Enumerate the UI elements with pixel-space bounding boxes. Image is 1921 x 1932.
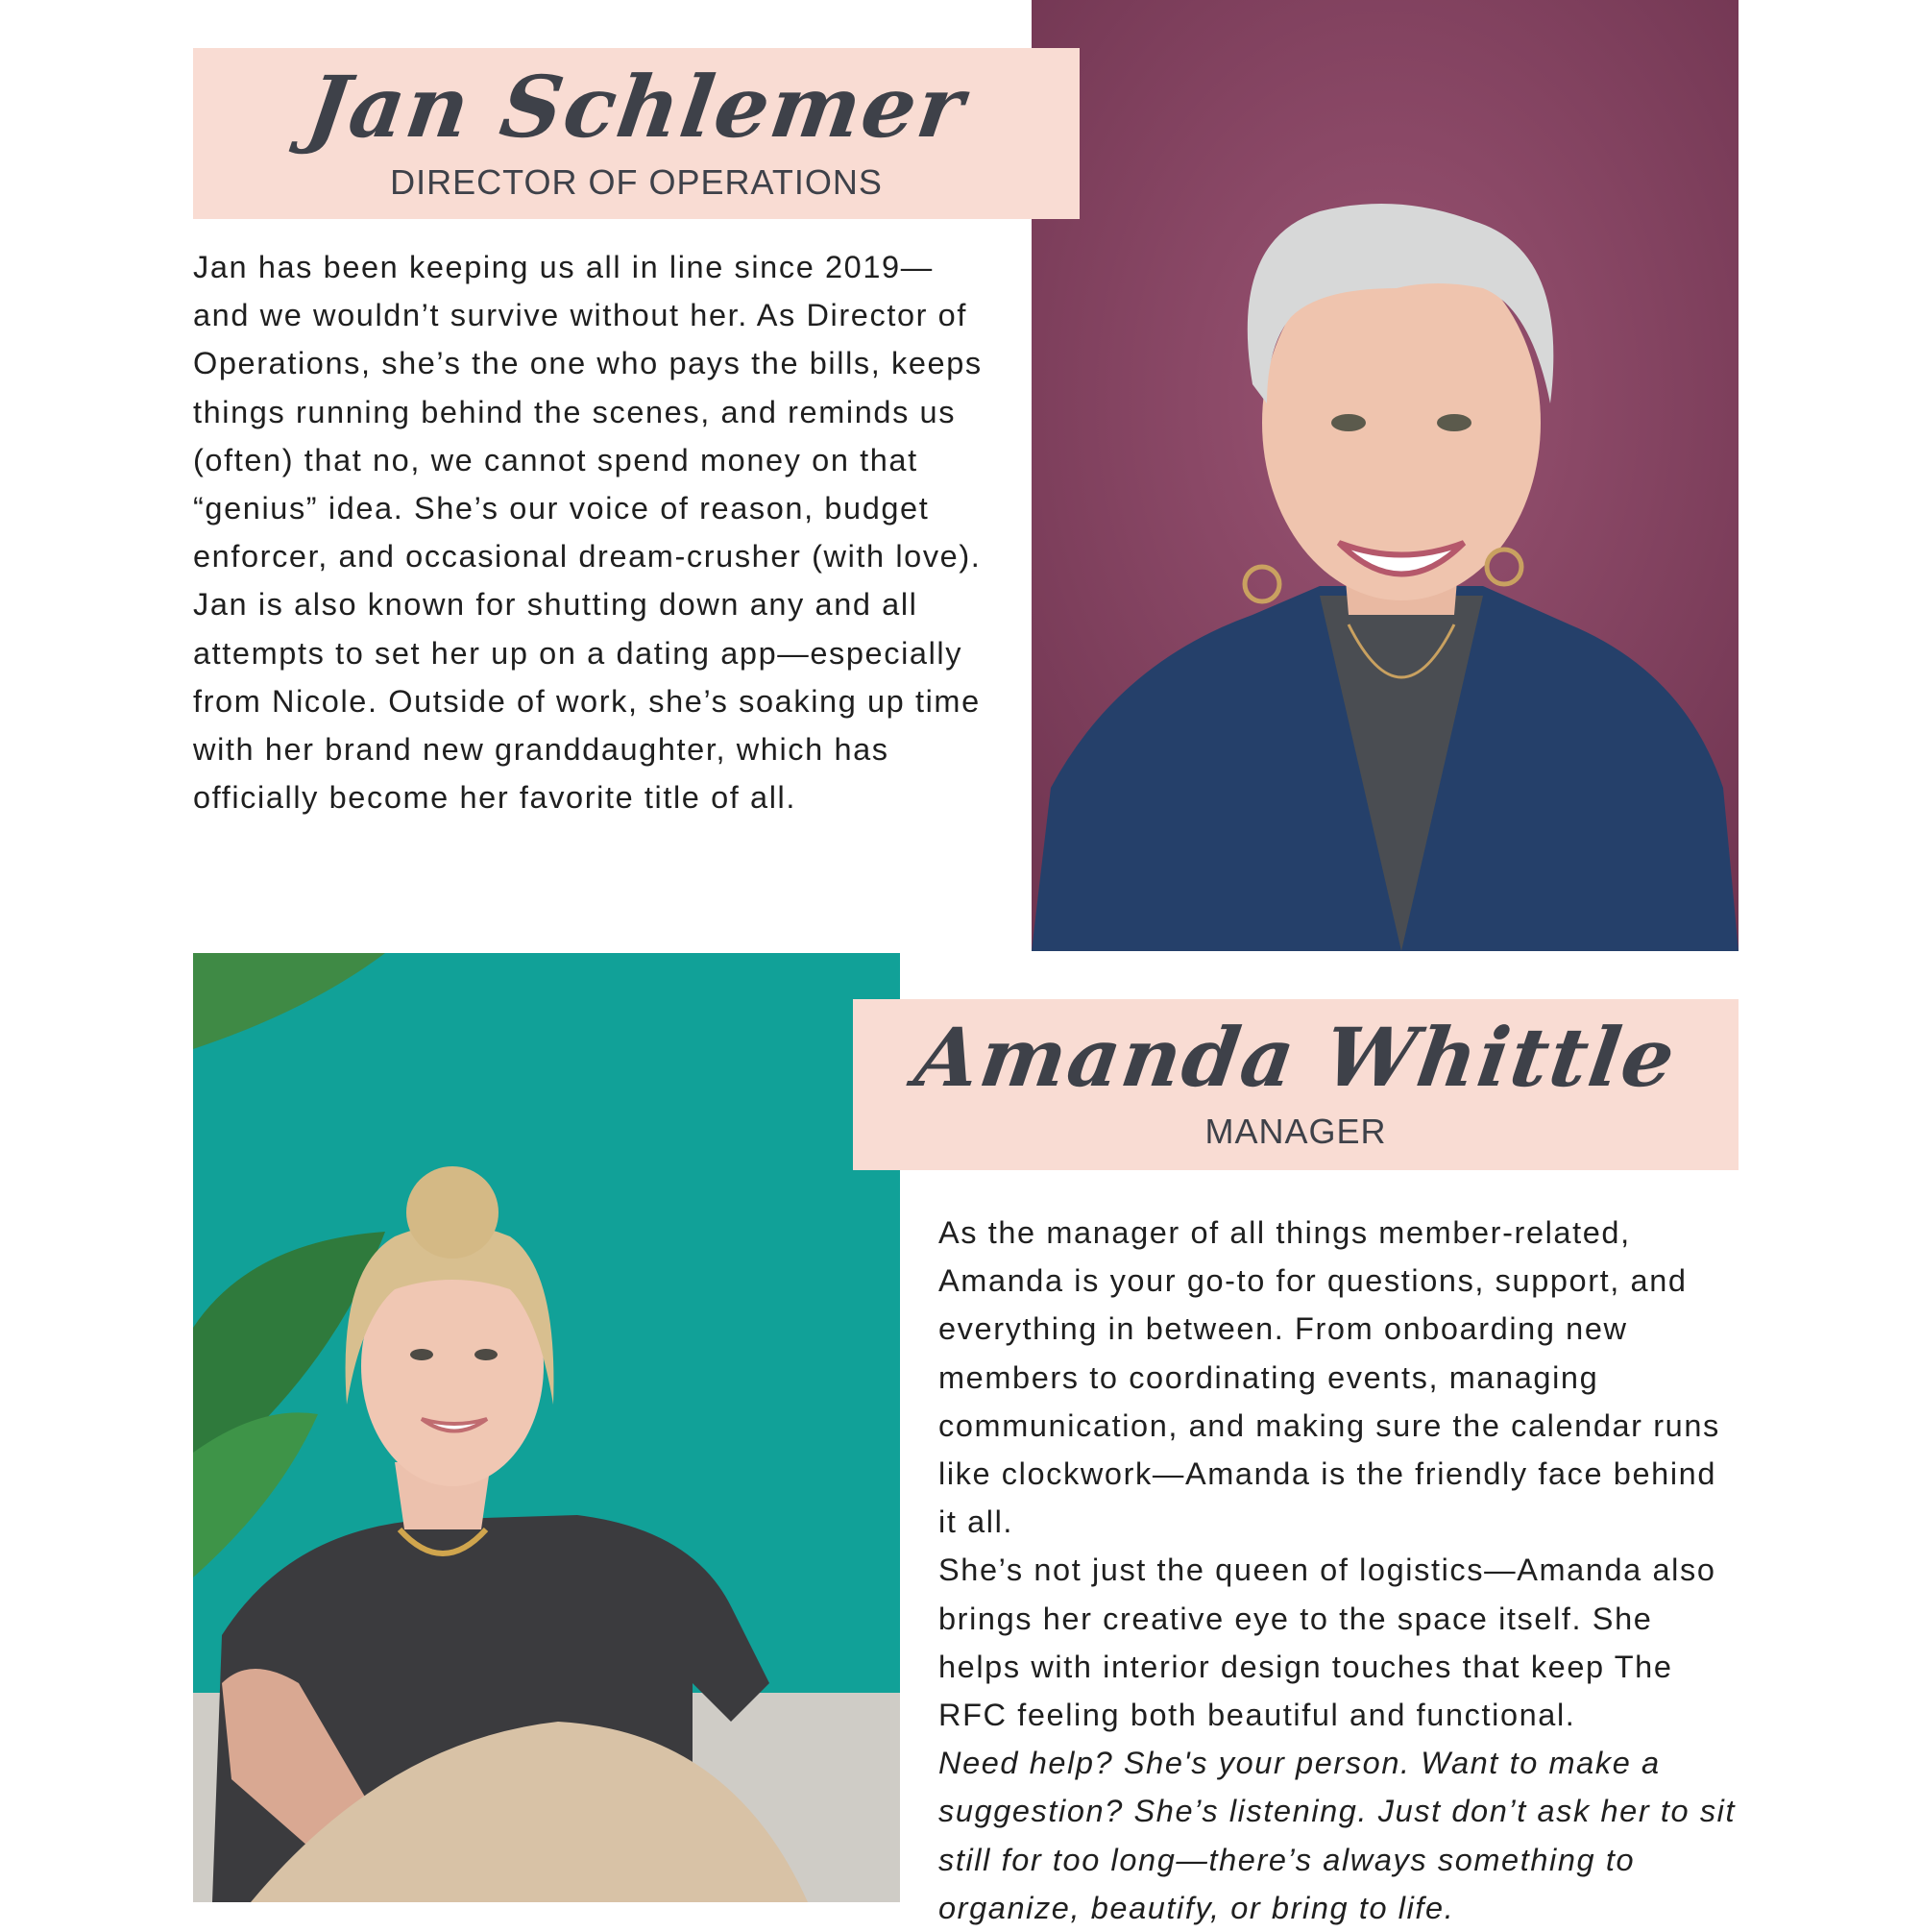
amanda-title: MANAGER [1204, 1112, 1387, 1151]
jan-name: Jan Schlemer [301, 57, 972, 157]
jan-portrait-photo [1032, 0, 1739, 951]
jan-bio [193, 243, 985, 821]
jan-name-banner [193, 48, 1080, 219]
jan-bio-paragraph-1: Jan has been keeping us all in line since 2019—and we wouldn’t survive without her. As Director of Operations, she’s the one who pays the bills, keeps things running behind the scenes, and reminds us (often) that no, we cannot spend money on that “genius” idea. She’s our voice of reason, budget enforcer, and occasional dream-crusher (with love). [193, 250, 983, 575]
jan-bio-paragraph-2: Jan is also known for shutting down any and all attempts to set her up on a dating app—especially from Nicole. Outside of work, she’s soaking up time with her brand new granddaughter, which has officially become her favorite title of all. [193, 587, 981, 816]
amanda-name: Amanda Whittle [909, 1010, 1683, 1105]
amanda-bio-paragraph-2: She’s not just the queen of logistics—Amanda also brings her creative eye to the space itself. She helps with interior design touches that keep The RFC feeling both beautiful and functional. [938, 1553, 1716, 1733]
amanda-bio [938, 1209, 1740, 1932]
amanda-portrait-photo [193, 953, 900, 1902]
amanda-bio-italic: Need help? She's your person. Want to make a suggestion? She’s listening. Just don’t ask her to sit still for too long—there’s always something to organize, beautify, or bring to life. [938, 1746, 1737, 1925]
amanda-bio-paragraph-1: As the manager of all things member-related, Amanda is your go-to for questions, support, and everything in between. From onboarding new members to coordinating events, managing communication, and making sure the calendar runs like clockwork—Amanda is the friendly face behind it all. [938, 1215, 1720, 1540]
jan-title: DIRECTOR OF OPERATIONS [390, 162, 883, 202]
amanda-name-banner [853, 999, 1739, 1170]
